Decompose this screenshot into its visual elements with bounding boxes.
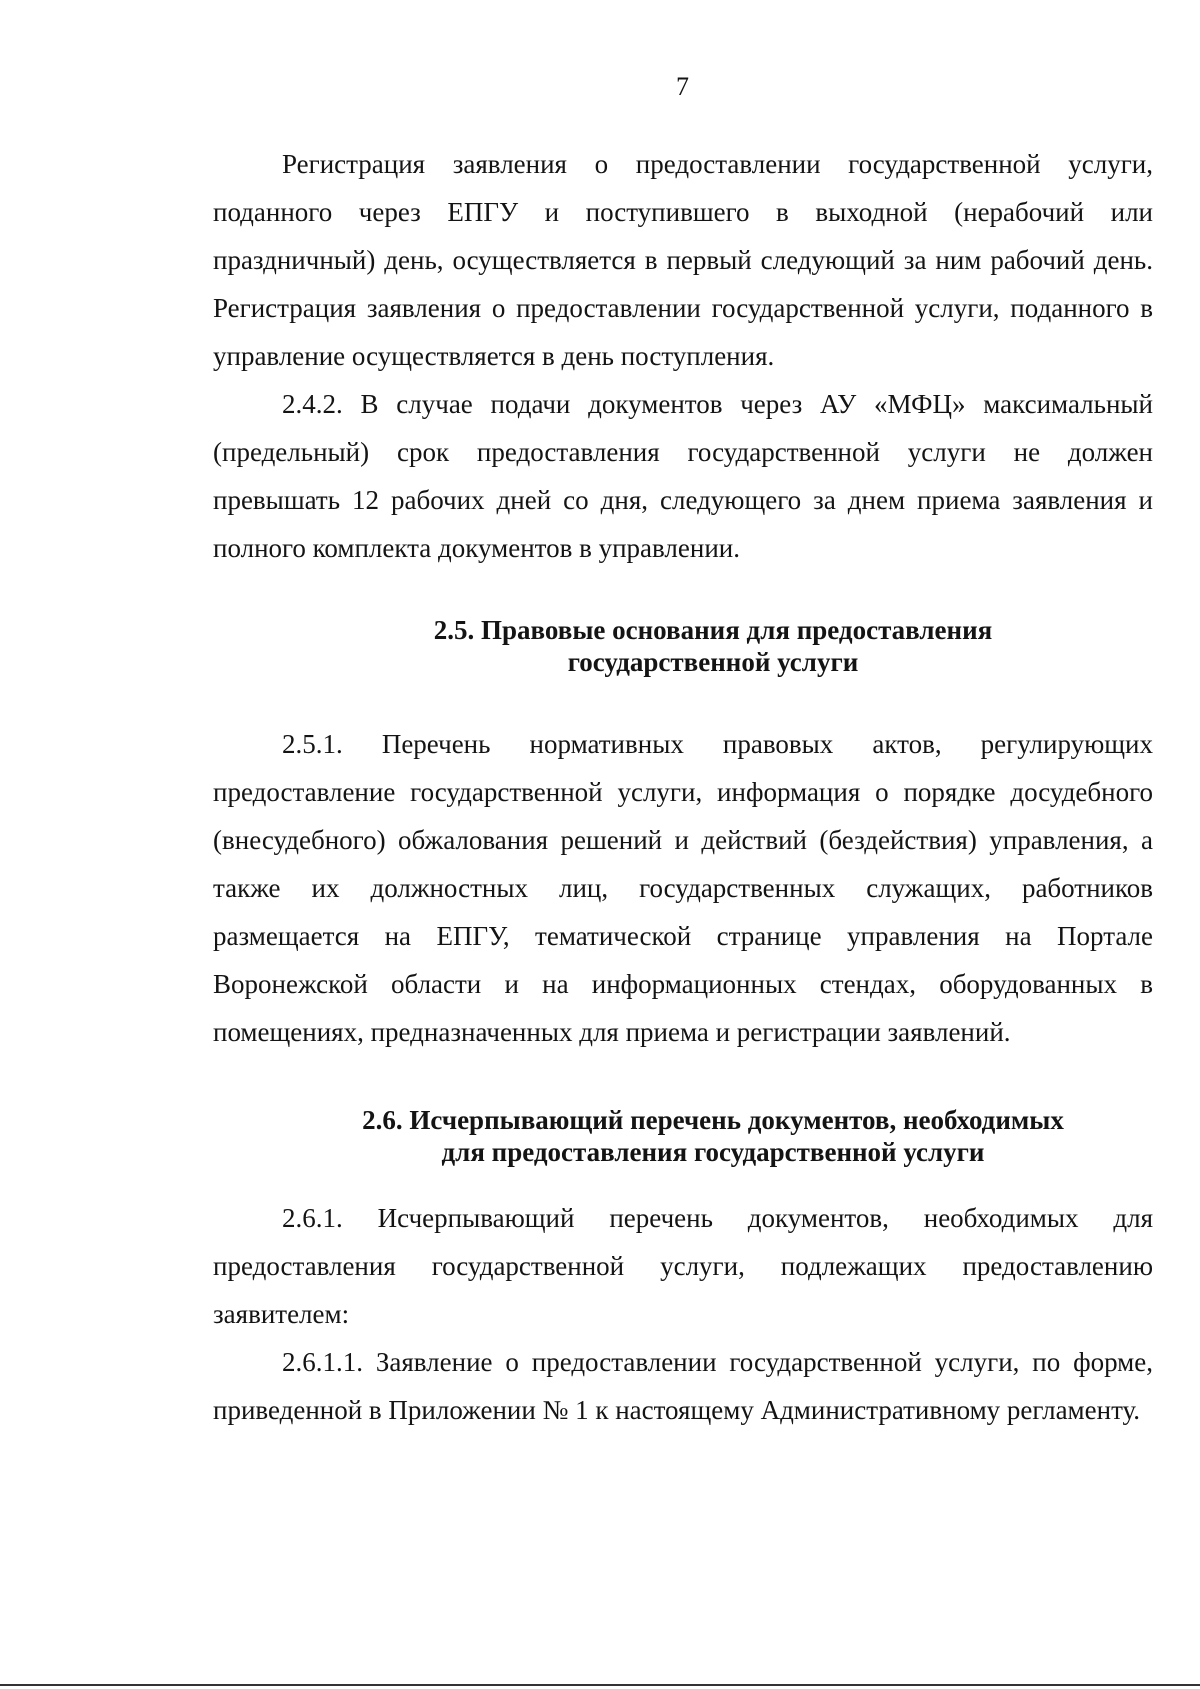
section-heading-2-5-line2: государственной услуги: [567, 647, 859, 677]
document-body: [213, 140, 1153, 1434]
section-heading-2-6-line1: 2.6. Исчерпывающий перечень документов, необходимых: [362, 1105, 1064, 1135]
paragraph-registration: Регистрация заявления о предоставлении государственной услуги, поданного через ЕПГУ и поступившего в выходной (нерабочий или праздничный) день, осуществляется в первый следующий за ним рабочий день. Регистрация заявления о предоставлении государственной услуги, поданного в управление осуществляется в день поступления.: [213, 149, 1153, 371]
page-bottom-rule: [0, 1684, 1200, 1686]
paragraph-2-5-1: 2.5.1. Перечень нормативных правовых актов, регулирующих предоставление государственной услуги, информация о порядке досудебного (внесудебного) обжалования решений и действий (бездействия) управления, а также их должностных лиц, государственных служащих, работников размещается на ЕПГУ, тематической странице управления на Портале Воронежской области и на информационных стендах, оборудованных в помещениях, предназначенных для приема и регистрации заявлений.: [213, 729, 1153, 1047]
section-heading-2-6: [243, 1104, 1183, 1168]
paragraph-2-6-1: 2.6.1. Исчерпывающий перечень документов, необходимых для предоставления государственной услуги, подлежащих предоставлению заявителем:: [213, 1203, 1153, 1329]
section-heading-2-5: [243, 614, 1183, 678]
paragraph-2-4-2: 2.4.2. В случае подачи документов через АУ «МФЦ» максимальный (предельный) срок предоставления государственной услуги не должен превышать 12 рабочих дней со дня, следующего за днем приема заявления и полного комплекта документов в управлении.: [213, 389, 1153, 563]
section-heading-2-5-line1: 2.5. Правовые основания для предоставления: [433, 615, 993, 645]
paragraph-2-6-1-1: 2.6.1.1. Заявление о предоставлении государственной услуги, по форме, приведенной в Приложении № 1 к настоящему Административному регламенту.: [213, 1347, 1153, 1425]
section-heading-2-6-line2: для предоставления государственной услуги: [441, 1137, 985, 1167]
page-number: 7: [676, 72, 689, 101]
